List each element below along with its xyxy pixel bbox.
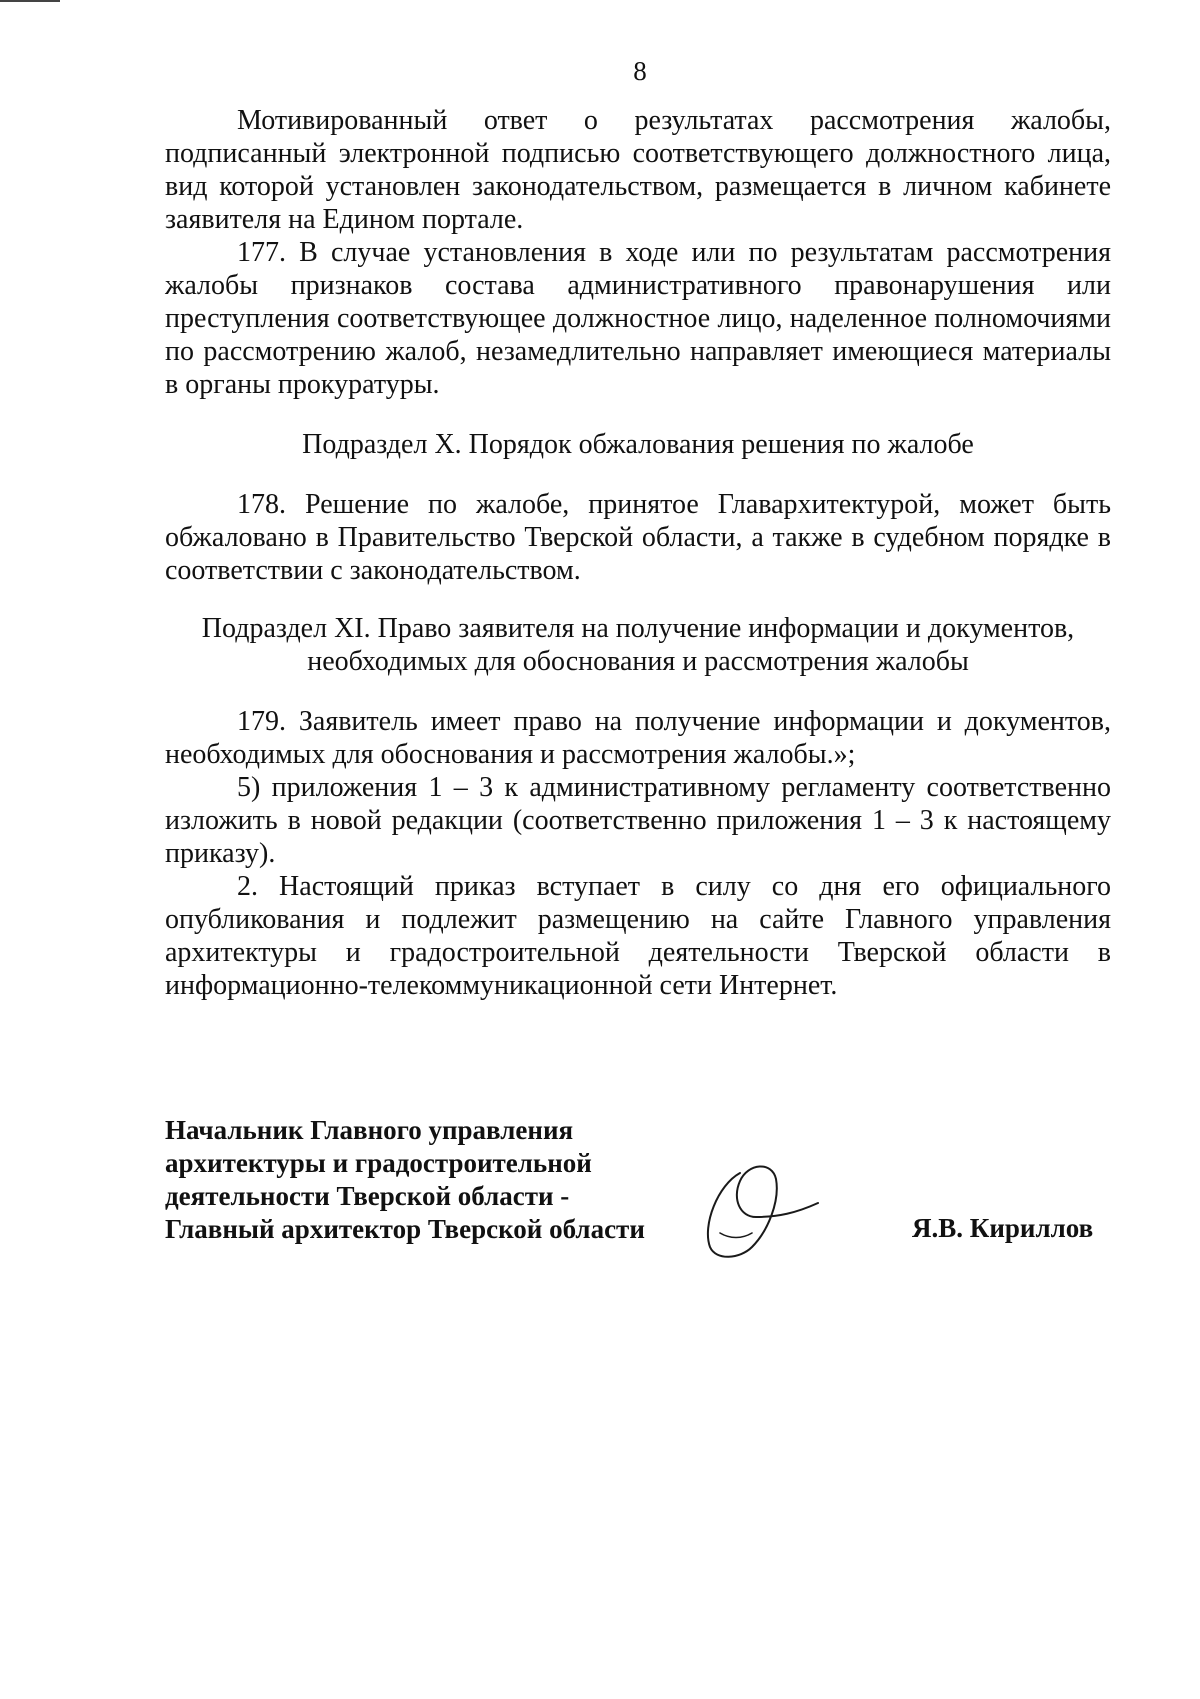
paragraph-item-5: 5) приложения 1 – 3 к административному регламенту соответственно изложить в новой редакции (соответственно приложения 1 – 3 к настоящему приказу). <box>165 772 1111 869</box>
signatory-title-line: архитектуры и градостроительной <box>165 1148 592 1178</box>
signatory-title-line: деятельности Тверской области - <box>165 1181 570 1211</box>
subsection-11-heading-line1: Подраздел XI. Право заявителя на получение информации и документов, <box>201 613 1075 644</box>
subsection-10-heading: Подраздел X. Порядок обжалования решения по жалобе <box>302 429 974 460</box>
subsection-11-heading-line2: необходимых для обоснования и рассмотрения жалобы <box>307 646 969 677</box>
paragraph-item-2: 2. Настоящий приказ вступает в силу со дня его официального опубликования и подлежит размещению на сайте Главного управления архитектуры и градостроительной деятельности Тверской области в информационно-телекоммуникационной сети Интернет. <box>165 871 1111 1001</box>
signer-name: Я.В. Кириллов <box>912 1213 1094 1243</box>
signatory-title-line: Главный архитектор Тверской области <box>165 1214 645 1244</box>
page-number: 8 <box>633 56 647 86</box>
handwritten-signature <box>700 1155 820 1265</box>
paragraph-motivated-answer: Мотивированный ответ о результатах рассмотрения жалобы, подписанный электронной подписью соответствующего должностного лица, вид которой установлен законодательством, размещается в личном кабинете заявителя на Едином портале. <box>165 105 1111 235</box>
signatory-title <box>165 1114 645 1246</box>
paragraph-179: 179. Заявитель имеет право на получение информации и документов, необходимых для обоснования и рассмотрения жалобы.»; <box>165 706 1111 770</box>
signatory-title-line: Начальник Главного управления <box>165 1115 574 1145</box>
paragraph-177: 177. В случае установления в ходе или по результатам рассмотрения жалобы признаков состава административного правонарушения или преступления соответствующее должностное лицо, наделенное полномочиями по рассмотрению жалоб, незамедлительно направляет имеющиеся материалы в органы прокуратуры. <box>165 237 1111 400</box>
paragraph-178: 178. Решение по жалобе, принятое Главархитектурой, может быть обжаловано в Правительство Тверской области, а также в судебном порядке в соответствии с законодательством. <box>165 489 1111 586</box>
document-body <box>165 104 1111 1002</box>
scan-edge-mark <box>0 0 60 2</box>
